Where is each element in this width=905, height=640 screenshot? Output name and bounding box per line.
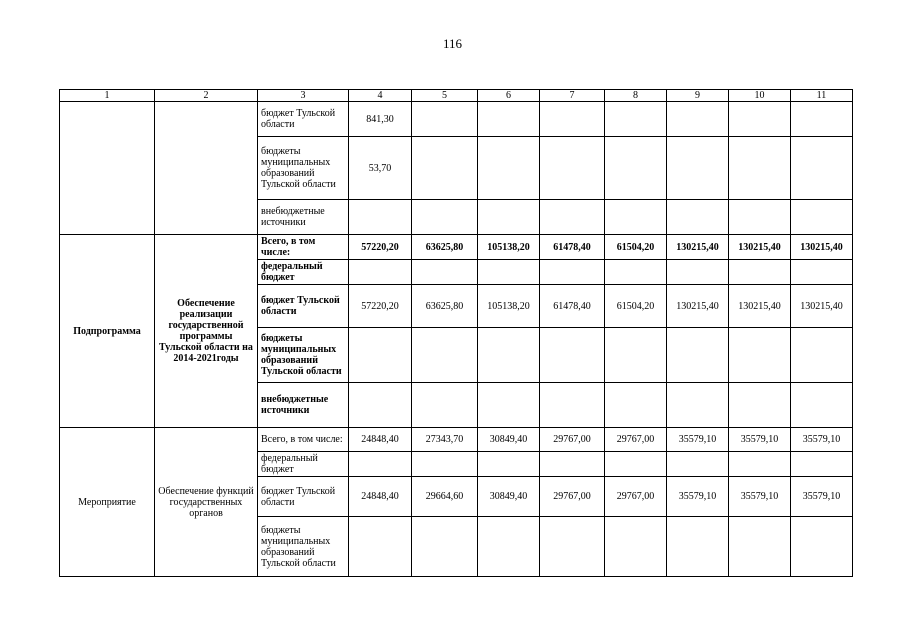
value-cell-col10 [729, 383, 791, 428]
value-cell-col11 [791, 200, 853, 235]
source-cell: бюджет Тульской области [258, 285, 349, 328]
source-cell: бюджеты муниципальных образований Тульской области [258, 137, 349, 200]
column-header-3: 3 [258, 90, 349, 102]
value-cell-col4: 841,30 [349, 102, 412, 137]
table-row [60, 428, 853, 452]
value-cell-col7: 61478,40 [540, 285, 605, 328]
source-cell: бюджет Тульской области [258, 102, 349, 137]
value-cell-col7: 29767,00 [540, 428, 605, 452]
value-cell-col5: 63625,80 [412, 285, 478, 328]
value-cell-col10 [729, 137, 791, 200]
value-cell-col7 [540, 260, 605, 285]
value-cell-col9 [667, 328, 729, 383]
value-cell-col7 [540, 452, 605, 477]
value-cell-col6: 30849,40 [478, 477, 540, 517]
value-cell-col6: 30849,40 [478, 428, 540, 452]
value-cell-col10 [729, 200, 791, 235]
value-cell-col5 [412, 137, 478, 200]
value-cell-col8: 61504,20 [605, 285, 667, 328]
value-cell-col5 [412, 260, 478, 285]
value-cell-col10 [729, 260, 791, 285]
program-name-cell [155, 102, 258, 235]
value-cell-col5: 63625,80 [412, 235, 478, 260]
program-type-cell [60, 102, 155, 235]
value-cell-col5 [412, 517, 478, 577]
value-cell-col9 [667, 200, 729, 235]
value-cell-col8: 29767,00 [605, 477, 667, 517]
value-cell-col4: 53,70 [349, 137, 412, 200]
value-cell-col7 [540, 328, 605, 383]
column-header-9: 9 [667, 90, 729, 102]
value-cell-col11: 130215,40 [791, 285, 853, 328]
source-cell: Всего, в том числе: [258, 235, 349, 260]
value-cell-col7 [540, 102, 605, 137]
value-cell-col10 [729, 452, 791, 477]
value-cell-col11: 35579,10 [791, 428, 853, 452]
column-header-10: 10 [729, 90, 791, 102]
value-cell-col11: 35579,10 [791, 477, 853, 517]
value-cell-col7 [540, 517, 605, 577]
value-cell-col10 [729, 517, 791, 577]
value-cell-col8 [605, 452, 667, 477]
program-type-cell: Подпрограмма [60, 235, 155, 428]
value-cell-col4 [349, 200, 412, 235]
value-cell-col9: 130215,40 [667, 235, 729, 260]
value-cell-col5 [412, 328, 478, 383]
value-cell-col11 [791, 260, 853, 285]
value-cell-col7: 61478,40 [540, 235, 605, 260]
column-header-8: 8 [605, 90, 667, 102]
value-cell-col10 [729, 102, 791, 137]
value-cell-col9 [667, 452, 729, 477]
table-row [60, 235, 853, 260]
column-header-7: 7 [540, 90, 605, 102]
column-header-5: 5 [412, 90, 478, 102]
value-cell-col6: 105138,20 [478, 285, 540, 328]
page-number: 116 [442, 36, 463, 51]
value-cell-col5: 29664,60 [412, 477, 478, 517]
value-cell-col11 [791, 517, 853, 577]
value-cell-col5 [412, 383, 478, 428]
value-cell-col11 [791, 102, 853, 137]
value-cell-col4 [349, 517, 412, 577]
value-cell-col6 [478, 102, 540, 137]
value-cell-col7 [540, 137, 605, 200]
source-cell: внебюджетные источники [258, 200, 349, 235]
value-cell-col8 [605, 260, 667, 285]
value-cell-col4: 24848,40 [349, 428, 412, 452]
value-cell-col8 [605, 517, 667, 577]
value-cell-col7 [540, 383, 605, 428]
value-cell-col11 [791, 383, 853, 428]
value-cell-col6 [478, 452, 540, 477]
value-cell-col6 [478, 200, 540, 235]
program-name-cell: Обеспечение функций государственных органов [155, 428, 258, 577]
value-cell-col8: 61504,20 [605, 235, 667, 260]
value-cell-col6: 105138,20 [478, 235, 540, 260]
program-type-cell: Мероприятие [60, 428, 155, 577]
source-cell: бюджеты муниципальных образований Тульской области [258, 328, 349, 383]
value-cell-col8 [605, 383, 667, 428]
source-cell: Всего, в том числе: [258, 428, 349, 452]
value-cell-col10: 130215,40 [729, 285, 791, 328]
value-cell-col5 [412, 200, 478, 235]
value-cell-col6 [478, 328, 540, 383]
value-cell-col8 [605, 137, 667, 200]
column-header-2: 2 [155, 90, 258, 102]
value-cell-col5: 27343,70 [412, 428, 478, 452]
value-cell-col5 [412, 452, 478, 477]
value-cell-col10: 130215,40 [729, 235, 791, 260]
value-cell-col9: 130215,40 [667, 285, 729, 328]
value-cell-col6 [478, 137, 540, 200]
value-cell-col10 [729, 328, 791, 383]
value-cell-col4: 57220,20 [349, 235, 412, 260]
value-cell-col9 [667, 383, 729, 428]
value-cell-col7: 29767,00 [540, 477, 605, 517]
table-row [60, 102, 853, 137]
value-cell-col4 [349, 260, 412, 285]
value-cell-col11: 130215,40 [791, 235, 853, 260]
value-cell-col8 [605, 328, 667, 383]
value-cell-col10: 35579,10 [729, 428, 791, 452]
value-cell-col8 [605, 200, 667, 235]
program-name-cell: Обеспечение реализации государственной программы Тульской области на 2014-2021годы [155, 235, 258, 428]
source-cell: бюджет Тульской области [258, 477, 349, 517]
value-cell-col4 [349, 383, 412, 428]
source-cell: бюджеты муниципальных образований Тульской области [258, 517, 349, 577]
column-header-1: 1 [60, 90, 155, 102]
value-cell-col9: 35579,10 [667, 477, 729, 517]
value-cell-col9: 35579,10 [667, 428, 729, 452]
value-cell-col11 [791, 452, 853, 477]
value-cell-col4: 57220,20 [349, 285, 412, 328]
value-cell-col8: 29767,00 [605, 428, 667, 452]
column-header-6: 6 [478, 90, 540, 102]
column-header-11: 11 [791, 90, 853, 102]
value-cell-col6 [478, 260, 540, 285]
value-cell-col6 [478, 383, 540, 428]
source-cell: федеральный бюджет [258, 452, 349, 477]
budget-table [59, 89, 853, 577]
value-cell-col7 [540, 200, 605, 235]
value-cell-col11 [791, 137, 853, 200]
value-cell-col8 [605, 102, 667, 137]
value-cell-col4: 24848,40 [349, 477, 412, 517]
value-cell-col5 [412, 102, 478, 137]
value-cell-col4 [349, 328, 412, 383]
header-row [60, 90, 853, 102]
value-cell-col9 [667, 137, 729, 200]
source-cell: федеральный бюджет [258, 260, 349, 285]
source-cell: внебюджетные источники [258, 383, 349, 428]
value-cell-col11 [791, 328, 853, 383]
value-cell-col10: 35579,10 [729, 477, 791, 517]
value-cell-col4 [349, 452, 412, 477]
value-cell-col9 [667, 102, 729, 137]
value-cell-col9 [667, 517, 729, 577]
value-cell-col9 [667, 260, 729, 285]
column-header-4: 4 [349, 90, 412, 102]
value-cell-col6 [478, 517, 540, 577]
